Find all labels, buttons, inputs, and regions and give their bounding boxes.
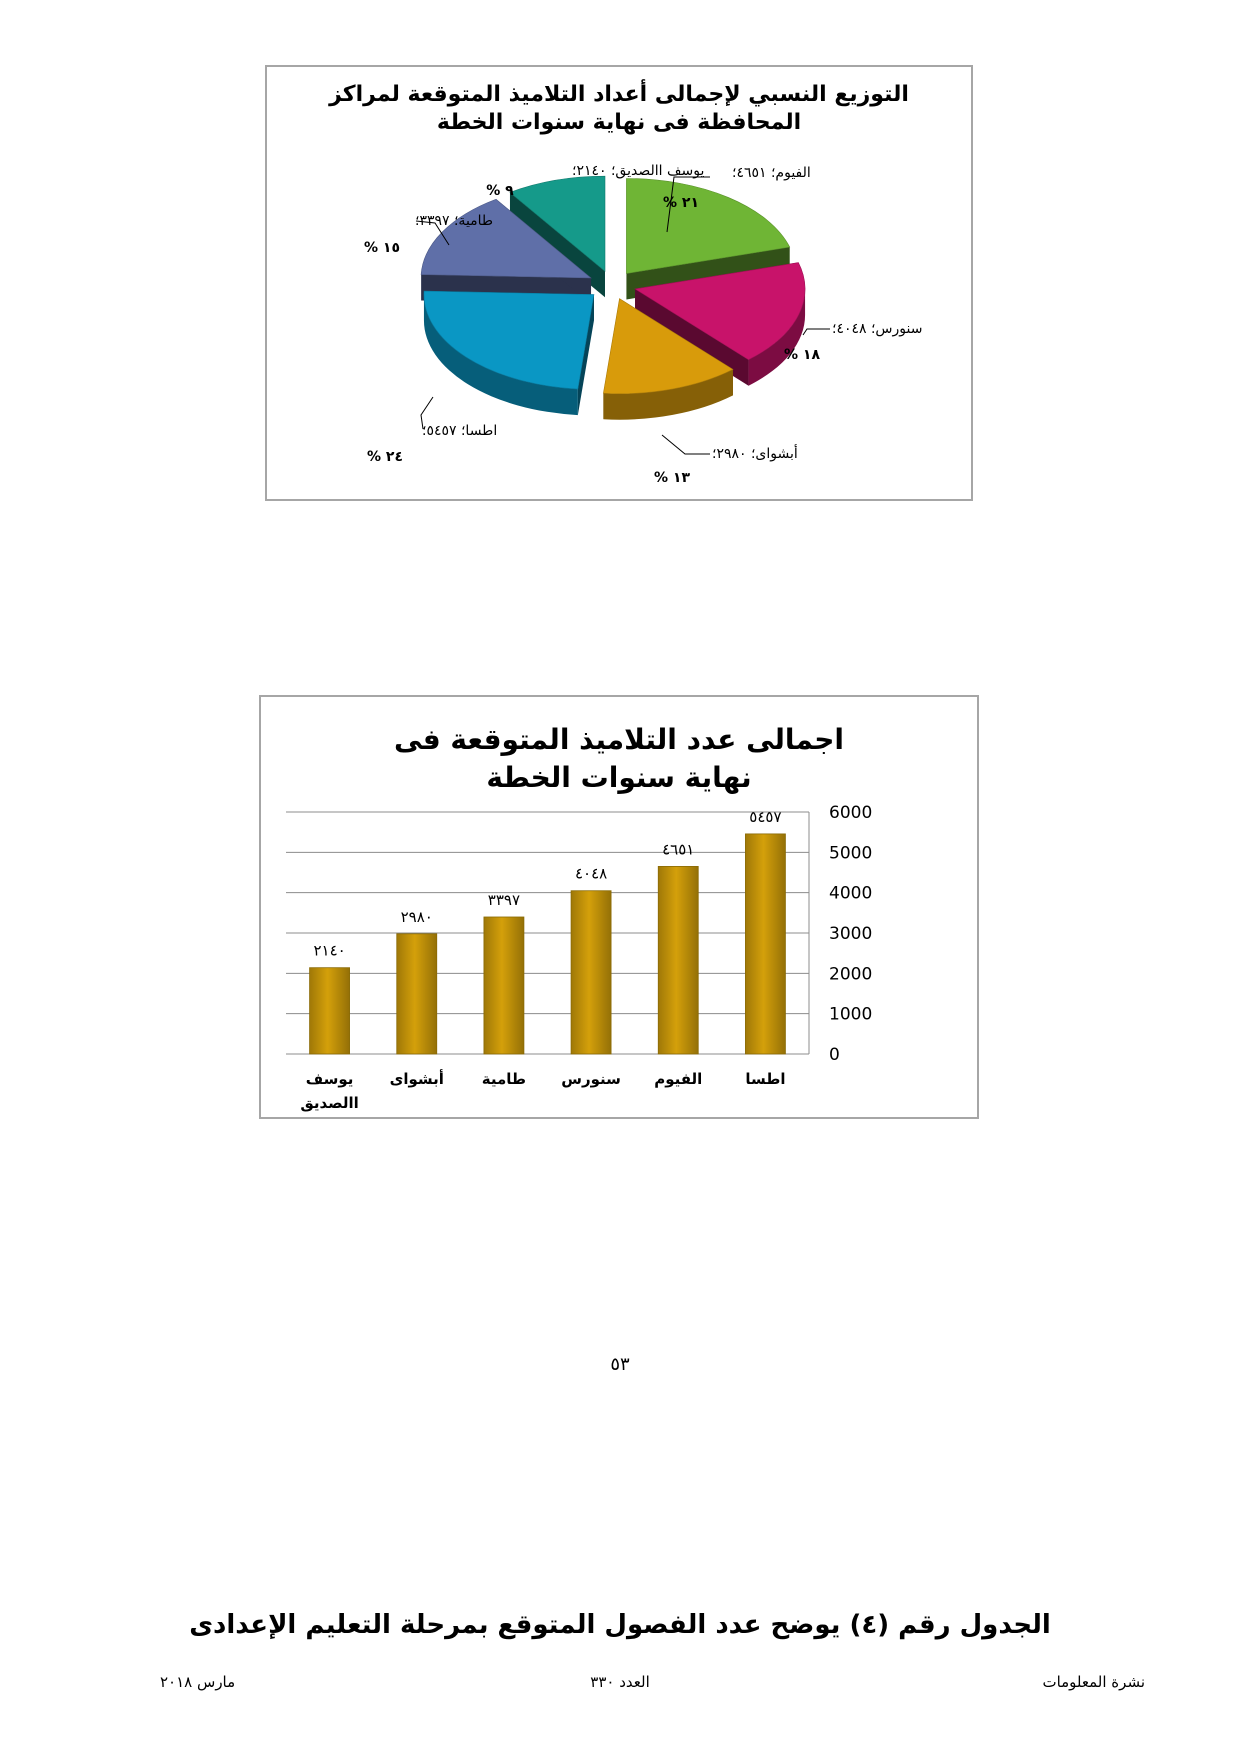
y-tick-label: 3000: [829, 924, 873, 944]
pie-chart-plot: [267, 67, 975, 503]
table-caption: الجدول رقم (٤) يوضح عدد الفصول المتوقع بمرحلة التعليم الإعدادى: [189, 1610, 1051, 1640]
footer-date: مارس ٢٠١٨: [160, 1673, 236, 1691]
y-tick-label: 0: [829, 1045, 840, 1065]
bar-chart-title: اجمالى عدد التلاميذ المتوقعة فى نهاية سنوات الخطة: [394, 723, 844, 794]
pie-slice-percent: ٩ %: [486, 183, 514, 199]
bar-value-label: ٤٠٤٨: [574, 864, 608, 883]
footer-publication: نشرة المعلومات: [1042, 1673, 1145, 1691]
x-category-label: الفيوم: [654, 1070, 703, 1088]
y-tick-label: 6000: [829, 803, 873, 823]
pie-slice-label: الفيوم؛ ٤٦٥١؛: [732, 165, 811, 181]
bar-chart: [259, 695, 979, 1119]
pie-slice-label: أبشواى؛ ٢٩٨٠؛: [712, 446, 798, 462]
x-category-label: طامية: [481, 1070, 527, 1088]
pie-leader-line: [803, 329, 830, 335]
bar-value-label: ٣٣٩٧: [487, 890, 521, 909]
pie-slice-percent: ١٨ %: [784, 347, 820, 363]
pie-leader-line: [662, 435, 710, 454]
footer-issue: العدد ٣٣٠: [590, 1673, 650, 1691]
bar-value-label: ٢٩٨٠: [400, 907, 433, 926]
x-category-label: أبشواى: [389, 1070, 444, 1088]
page-number: ٥٣: [610, 1354, 630, 1375]
bar: [397, 934, 437, 1054]
y-tick-label: 5000: [829, 843, 873, 864]
pie-slice-label: اطسا؛ ٥٤٥٧؛: [422, 423, 498, 439]
bar-value-label: ٥٤٥٧: [749, 807, 782, 826]
y-tick-label: 2000: [829, 964, 873, 985]
x-category-label: سنورس: [561, 1070, 621, 1088]
pie-slice-percent: ٢١ %: [663, 195, 699, 211]
pie-slice-percent: ٢٤ %: [367, 449, 403, 465]
pie-slice: [424, 291, 594, 415]
bar-value-label: ٤٦٥١: [662, 840, 695, 859]
bar-value-label: ٢١٤٠: [313, 941, 346, 960]
bar-chart-plot: [261, 697, 981, 1121]
y-tick-label: 4000: [829, 883, 873, 904]
bar: [571, 891, 611, 1054]
x-category-label: االصديق: [300, 1094, 359, 1112]
pie-slice-percent: ١٣ %: [654, 470, 690, 486]
x-category-label: يوسف: [305, 1070, 354, 1088]
pie-slice-label: يوسف االصديق؛ ٢١٤٠؛: [572, 163, 705, 179]
bar: [745, 834, 785, 1054]
bar: [484, 917, 524, 1054]
bar: [310, 968, 350, 1054]
pie-chart-title: التوزيع النسبي لإجمالى أعداد التلاميذ المتوقعة لمراكز المحافظة فى نهاية سنوات الخطة: [329, 82, 909, 135]
pie-slice-label: طامية؛ ٣٣٩٧؛: [415, 213, 494, 229]
pie-slice-percent: ١٥ %: [364, 240, 400, 256]
x-category-label: اطسا: [745, 1070, 786, 1088]
y-tick-label: 1000: [829, 1004, 873, 1025]
pie-slice-label: سنورس؛ ٤٠٤٨؛: [832, 321, 923, 337]
bar: [658, 866, 698, 1054]
pie-chart: [265, 65, 973, 501]
